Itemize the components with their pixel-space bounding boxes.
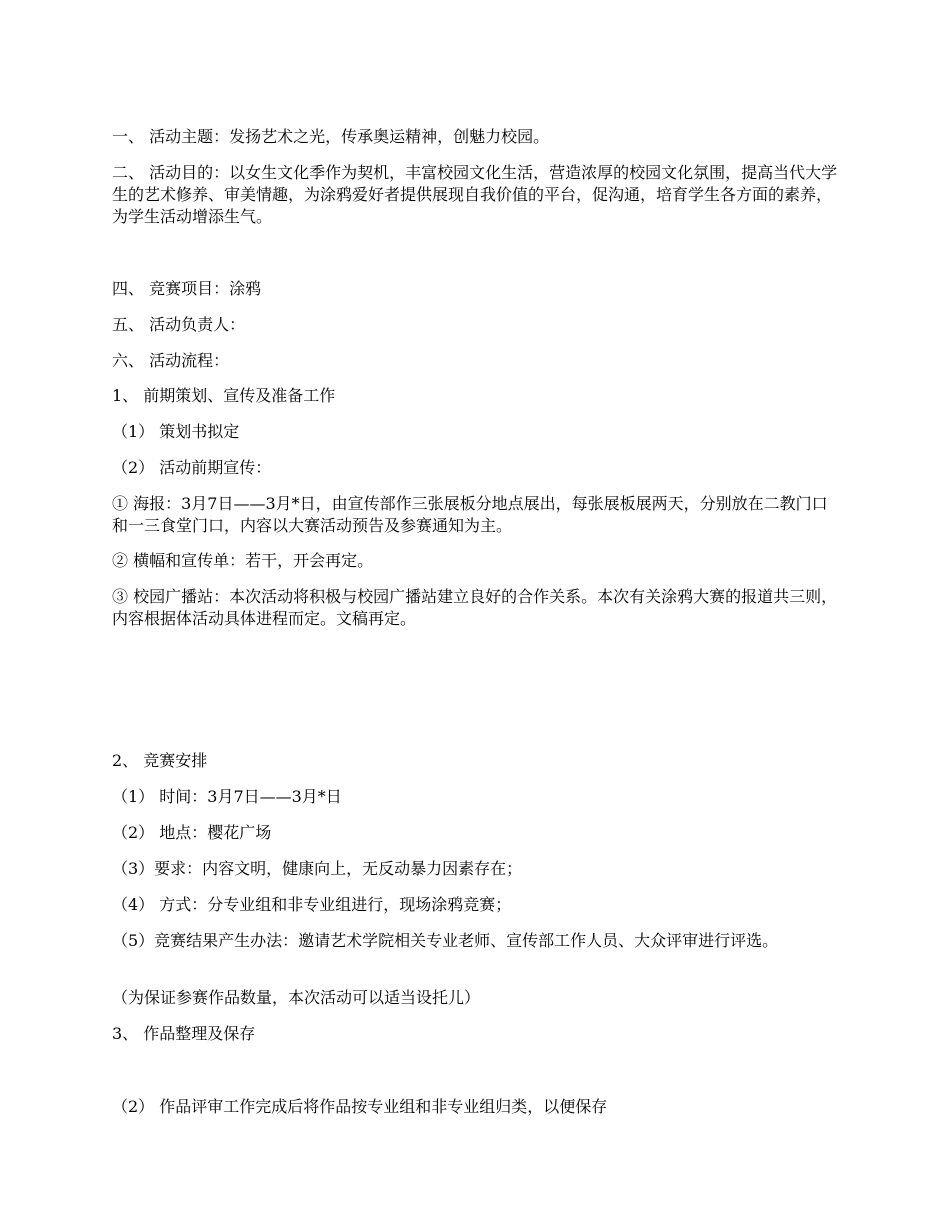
activity-theme: 一、 活动主题：发扬艺术之光，传承奥运精神，创魅力校园。 [112,127,550,146]
item-location: （2） 地点：樱花广场 [112,823,272,842]
item-banner-flyer: ② 横幅和宣传单：若干，开会再定。 [112,551,374,570]
item-early-promotion: （2） 活动前期宣传： [112,458,272,477]
section-3-heading: 3、 作品整理及保存 [112,1024,256,1043]
activity-process-heading: 六、 活动流程： [112,351,230,370]
item-campus-radio: ③ 校园广播站：本次活动将积极与校园广播站建立良好的合作关系。本次有关涂鸦大赛的报道共三则，内容根据体活动具体进程而定。文稿再定。 [112,587,838,628]
item-result-method: （5）竞赛结果产生办法：邀请艺术学院相关专业老师、宣传部工作人员、大众评审进行评选。 [112,931,779,950]
section-1-heading: 1、 前期策划、宣传及准备工作 [112,386,336,405]
activity-leader: 五、 活动负责人： [112,315,246,334]
item-method: （4） 方式：分专业组和非专业组进行，现场涂鸦竞赛； [112,895,512,914]
section-2-heading: 2、 竞赛安排 [112,751,208,770]
activity-purpose: 二、 活动目的：以女生文化季作为契机，丰富校园文化生活，营造浓厚的校园文化氛围，提高当代大学生的艺术修养、审美情趣，为涂鸦爱好者提供展现自我价值的平台，促沟通，培育学生各方面的素养，为学生活动增添生气。 [112,163,838,226]
competition-item: 四、 竞赛项目：涂鸦 [112,279,262,298]
item-poster: ① 海报：3月7日——3月*日，由宣传部作三张展板分地点展出，每张展板展两天，分别放在二教门口和一三食堂门口，内容以大赛活动预告及参赛通知为主。 [112,494,828,535]
note-participation: （为保证参赛作品数量，本次活动可以适当设托儿） [112,988,481,1007]
item-time: （1） 时间：3月7日——3月*日 [112,787,342,806]
item-work-sorting: （2） 作品评审工作完成后将作品按专业组和非专业组归类，以便保存 [112,1097,608,1116]
item-plan-drafting: （1） 策划书拟定 [112,422,240,441]
item-requirements: （3）要求：内容文明，健康向上，无反动暴力因素存在； [112,859,523,878]
